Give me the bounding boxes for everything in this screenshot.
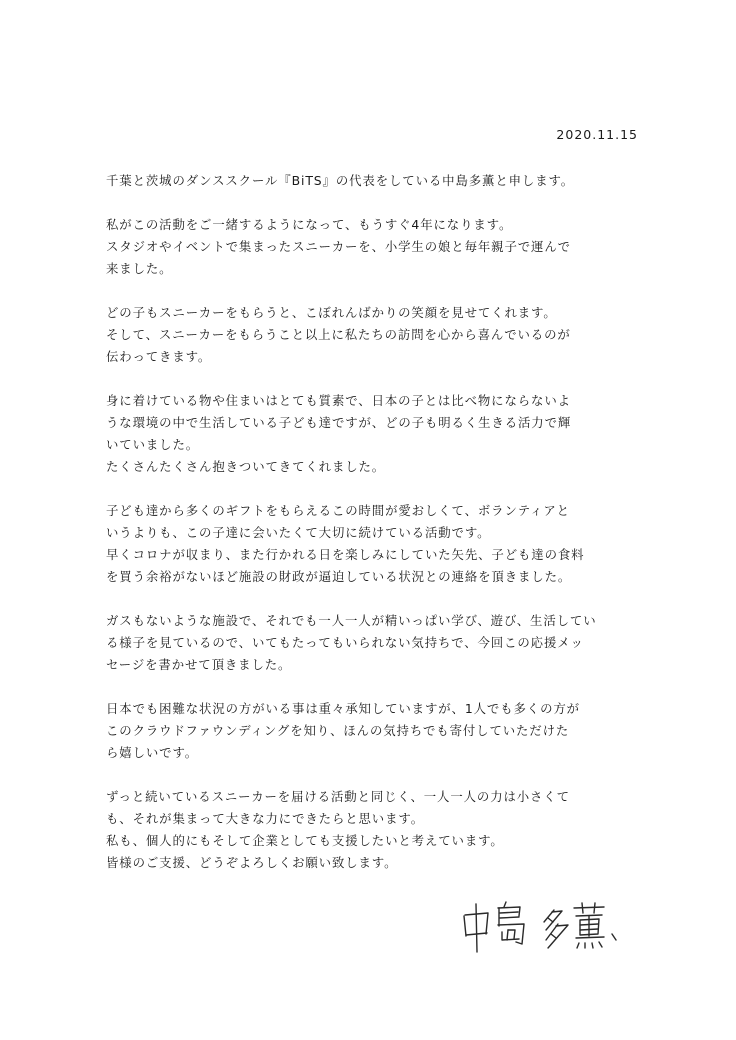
text-line: も、それが集まって大きな力にできたらと思います。 bbox=[106, 811, 424, 826]
text-line: スタジオやイベントで集まったスニーカーを、小学生の娘と毎年親子で運んで bbox=[106, 239, 571, 254]
paragraph-crowdfunding bbox=[106, 698, 646, 764]
letter-body bbox=[106, 170, 646, 896]
text-line: 私も、個人的にもそして企業としても支援したいと考えています。 bbox=[106, 833, 504, 848]
text-line: る様子を見ているので、いてもたってもいられない気持ちで、今回この応援メッ bbox=[106, 635, 584, 650]
text-line: 日本でも困難な状況の方がいる事は重々承知していますが、1人でも多くの方が bbox=[106, 701, 580, 716]
text-line: どの子もスニーカーをもらうと、こぼれんばかりの笑顔を見せてくれます。 bbox=[106, 305, 557, 320]
text-line: このクラウドファウンディングを知り、ほんの気持ちでも寄付していただけた bbox=[106, 723, 570, 738]
text-line: セージを書かせて頂きました。 bbox=[106, 657, 292, 672]
text-line: 来ました。 bbox=[106, 261, 173, 276]
letter-date: 2020.11.15 bbox=[556, 127, 638, 142]
paragraph-smiles bbox=[106, 302, 646, 368]
text-line: いうよりも、この子達に会いたくて大切に続けている活動です。 bbox=[106, 525, 491, 540]
text-line: いていました。 bbox=[106, 437, 200, 452]
text-line: ガスもないような施設で、それでも一人一人が精いっぱい学び、遊び、生活してい bbox=[106, 613, 597, 628]
text-line: を買う余裕がないほど施設の財政が逼迫している状況との連絡を頂きました。 bbox=[106, 569, 572, 584]
text-line: ら嬉しいです。 bbox=[106, 745, 199, 760]
text-line: 身に着けている物や住まいはとても質素で、日本の子とは比べ物にならないよ bbox=[106, 393, 571, 408]
text-line: 私がこの活動をご一緒するようになって、もうすぐ4年になります。 bbox=[106, 217, 513, 232]
text-line: ずっと続いているスニーカーを届ける活動と同じく、一人一人の力は小さくて bbox=[106, 789, 570, 804]
text-line: 千葉と茨城のダンススクール『BiTS』の代表をしている中島多薫と申します。 bbox=[106, 173, 575, 188]
text-line: 子ども達から多くのギフトをもらえるこの時間が愛おしくて、ボランティアと bbox=[106, 503, 570, 518]
paragraph-gifts bbox=[106, 500, 646, 588]
text-line: 伝わってきます。 bbox=[106, 349, 212, 364]
paragraph-intro bbox=[106, 170, 646, 192]
paragraph-support-message bbox=[106, 610, 646, 676]
text-line: そして、スニーカーをもらうこと以上に私たちの訪問を心から喜んでいるのが bbox=[106, 327, 571, 342]
text-line: 皆様のご支援、どうぞよろしくお願い致します。 bbox=[106, 855, 398, 870]
text-line: たくさんたくさん抱きついてきてくれました。 bbox=[106, 459, 386, 474]
paragraph-closing bbox=[106, 786, 646, 874]
text-line: 早くコロナが収まり、また行かれる日を楽しみにしていた矢先、子ども達の食料 bbox=[106, 547, 585, 562]
text-line: うな環境の中で生活している子ども達ですが、どの子も明るく生きる活力で輝 bbox=[106, 415, 572, 430]
paragraph-activity bbox=[106, 214, 646, 280]
handwritten-signature bbox=[458, 896, 628, 958]
paragraph-living-conditions bbox=[106, 390, 646, 478]
